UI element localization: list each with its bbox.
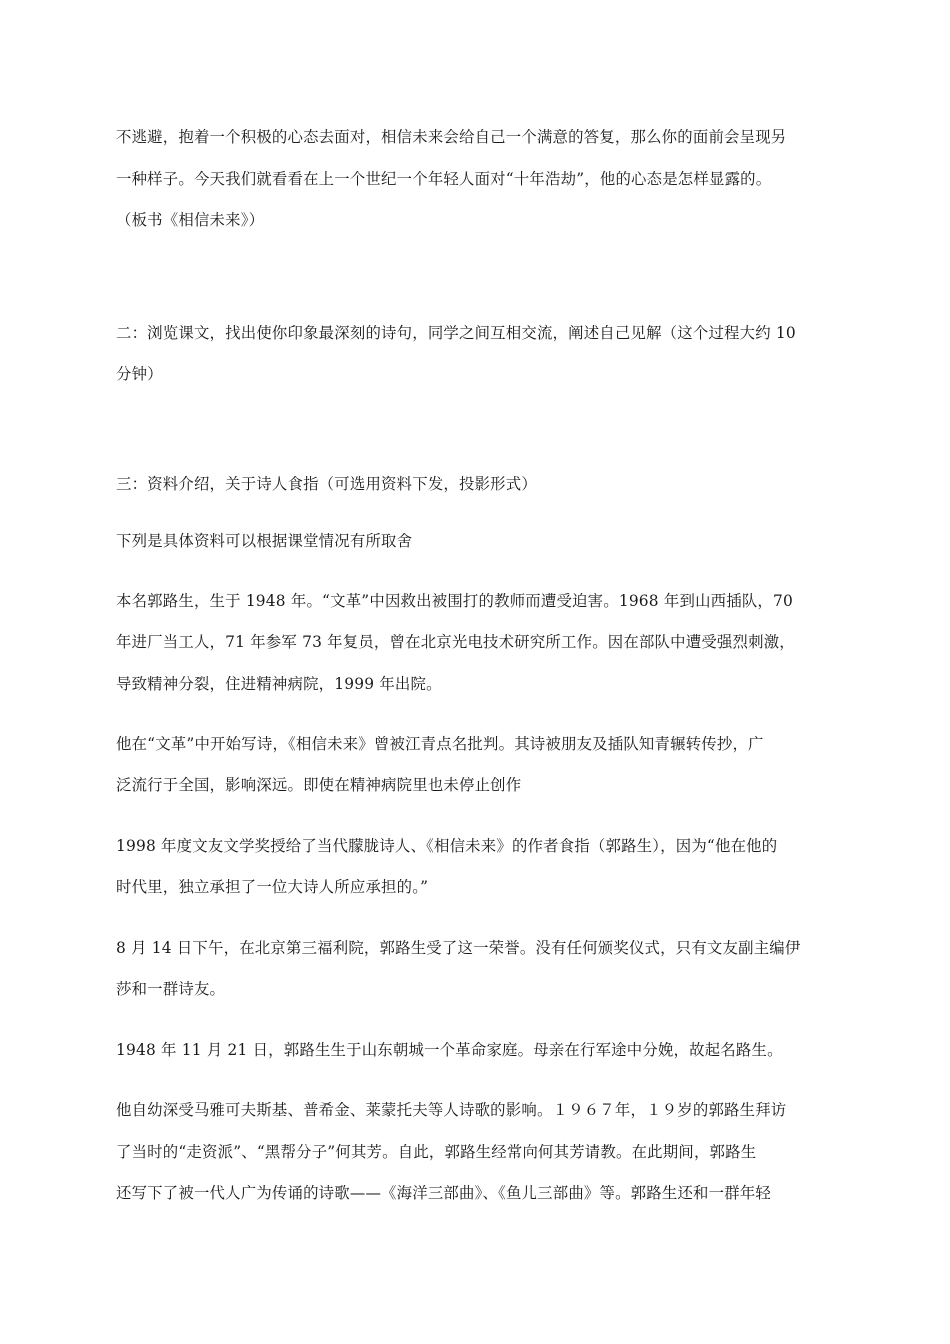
text-line: 还写下了被一代人广为传诵的诗歌——《海洋三部曲》、《鱼儿三部曲》等。郭路生还和一群年轻 <box>116 1184 771 1202</box>
section-heading: 三：资料介绍，关于诗人食指（可选用资料下发，投影形式） <box>116 475 537 493</box>
text-line: 年进厂当工人，71 年参军 73 年复员，曾在北京光电技术研究所工作。因在部队中遭受强烈刺激， <box>116 633 795 651</box>
text-line: （板书《相信未来》） <box>116 211 265 229</box>
text-line: 时代里，独立承担了一位大诗人所应承担的。” <box>116 878 429 896</box>
text-line: 下列是具体资料可以根据课堂情况有所取舍 <box>116 532 413 550</box>
text-line: 一种样子。今天我们就看看在上一个世纪一个年轻人面对“十年浩劫”，他的心态是怎样显露的。 <box>116 170 772 188</box>
text-line: 他在“文革”中开始写诗，《相信未来》曾被江青点名批判。其诗被朋友及插队知青辗转传抄，广 <box>116 735 764 753</box>
text-line: 二：浏览课文，找出使你印象最深刻的诗句，同学之间互相交流，阐述自己见解（这个过程大约 10 <box>116 324 796 342</box>
text-line: 1948 年 11 月 21 日，郭路生生于山东朝城一个革命家庭。母亲在行军途中分娩，故起名路生。 <box>116 1041 783 1059</box>
text-line: 泛流行于全国，影响深远。即使在精神病院里也未停止创作 <box>116 776 522 794</box>
text-line: 莎和一群诗友。 <box>116 980 226 998</box>
text-line: 了当时的“走资派”、“黑帮分子”何其芳。自此，郭路生经常向何其芳请教。在此期间，郭路生 <box>116 1143 757 1161</box>
text-line: 不逃避，抱着一个积极的心态去面对，相信未来会给自己一个满意的答复，那么你的面前会呈现另 <box>116 128 787 146</box>
text-line: 8 月 14 日下午，在北京第三福利院，郭路生受了这一荣誉。没有任何颁奖仪式，只有文友副主编伊 <box>116 939 801 957</box>
text-line: 本名郭路生，生于 1948 年。“文革”中因救出被围打的教师而遭受迫害。1968 年到山西插队，70 <box>116 592 794 610</box>
text-line: 他自幼深受马雅可夫斯基、普希金、莱蒙托夫等人诗歌的影响。１９６７年，１９岁的郭路生拜访 <box>116 1101 787 1119</box>
text-line: 导致精神分裂，住进精神病院，1999 年出院。 <box>116 675 442 693</box>
text-line: 分钟） <box>116 365 163 383</box>
text-line: 1998 年度文友文学奖授给了当代朦胧诗人、《相信未来》的作者食指（郭路生），因为“他在他的 <box>116 837 778 855</box>
